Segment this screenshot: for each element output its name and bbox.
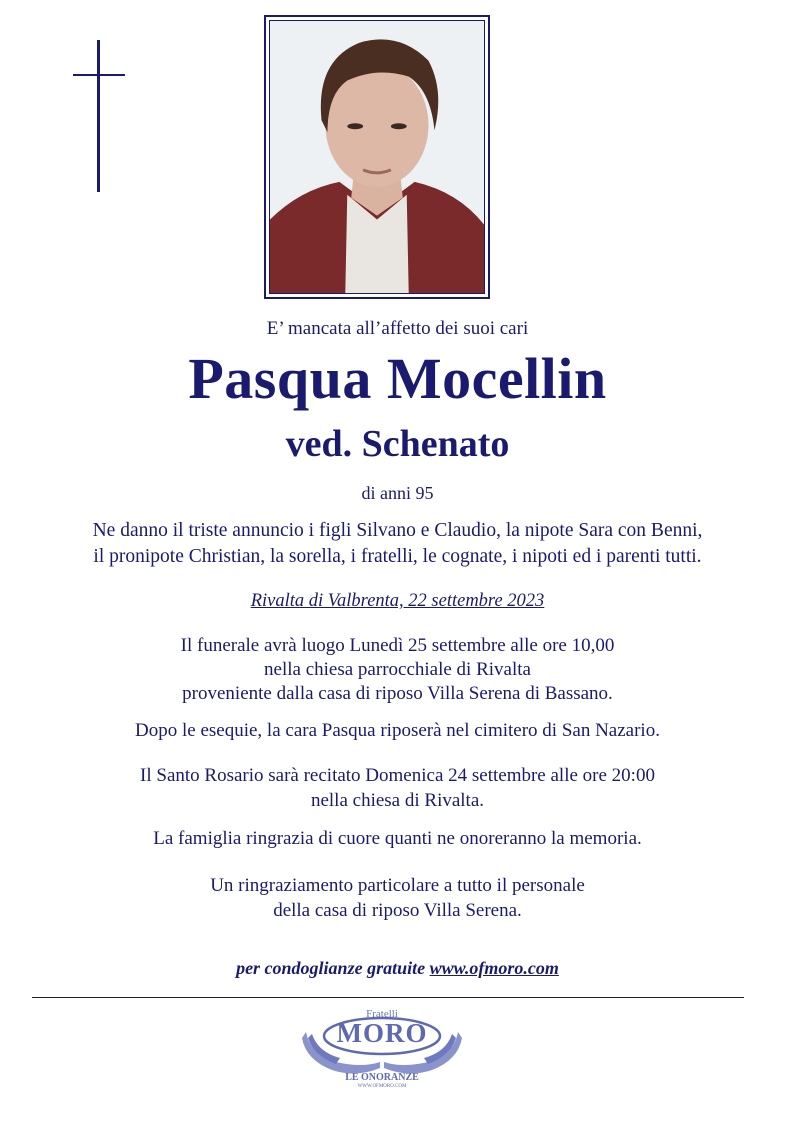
special-thanks-line: della casa di riposo Villa Serena. bbox=[273, 900, 522, 921]
announcement-line: Ne danno il triste annuncio i figli Silvano e Claudio, la nipote Sara con Benni, bbox=[92, 520, 703, 541]
intro-text: E’ mancata all’affetto dei suoi cari bbox=[266, 318, 529, 339]
rosary-line: nella chiesa di Rivalta. bbox=[310, 790, 485, 811]
condolences-link[interactable]: www.ofmoro.com bbox=[429, 958, 559, 978]
divider bbox=[32, 997, 744, 998]
place-date bbox=[0, 591, 795, 612]
funeral-line: nella chiesa parrocchiale di Rivalta bbox=[264, 659, 531, 680]
widow-of: ved. Schenato bbox=[285, 423, 510, 465]
logo-bottom-text: LE ONORANZE bbox=[345, 1072, 419, 1083]
burial-info: Dopo le esequie, la cara Pasqua riposerà nel cimitero di San Nazario. bbox=[135, 720, 660, 741]
logo-main-text: MORO bbox=[336, 1018, 428, 1048]
thanks-text: La famiglia ringrazia di cuore quanti ne onoreranno la memoria. bbox=[153, 828, 642, 849]
logo-top-text: Fratelli bbox=[366, 1008, 398, 1020]
funeral-info bbox=[0, 634, 795, 706]
funeral-home-logo bbox=[296, 1004, 468, 1114]
condolences-text: per condoglianze gratuite bbox=[236, 958, 426, 978]
condolences bbox=[0, 958, 795, 979]
special-thanks-line: Un ringraziamento particolare a tutto il personale bbox=[210, 875, 585, 896]
special-thanks bbox=[0, 873, 795, 923]
age-text: di anni 95 bbox=[361, 483, 434, 503]
announcement-line: il pronipote Christian, la sorella, i fratelli, le cognate, i nipoti ed i parenti tutti. bbox=[93, 546, 702, 567]
place-date-text: Rivalta di Valbrenta, 22 settembre 2023 bbox=[250, 591, 545, 611]
rosary-info bbox=[0, 763, 795, 813]
portrait-frame bbox=[264, 15, 490, 299]
deceased-name: Pasqua Mocellin bbox=[188, 346, 607, 411]
funeral-line: proveniente dalla casa di riposo Villa Serena di Bassano. bbox=[182, 683, 613, 704]
announcement bbox=[0, 518, 795, 570]
funeral-line: Il funerale avrà luogo Lunedì 25 settembre alle ore 10,00 bbox=[180, 635, 615, 656]
rosary-line: Il Santo Rosario sarà recitato Domenica 24 settembre alle ore 20:00 bbox=[140, 765, 655, 786]
portrait-photo bbox=[269, 20, 485, 294]
logo-web-text: WWW.OFMORO.COM bbox=[357, 1084, 407, 1089]
cross-icon bbox=[73, 40, 125, 192]
